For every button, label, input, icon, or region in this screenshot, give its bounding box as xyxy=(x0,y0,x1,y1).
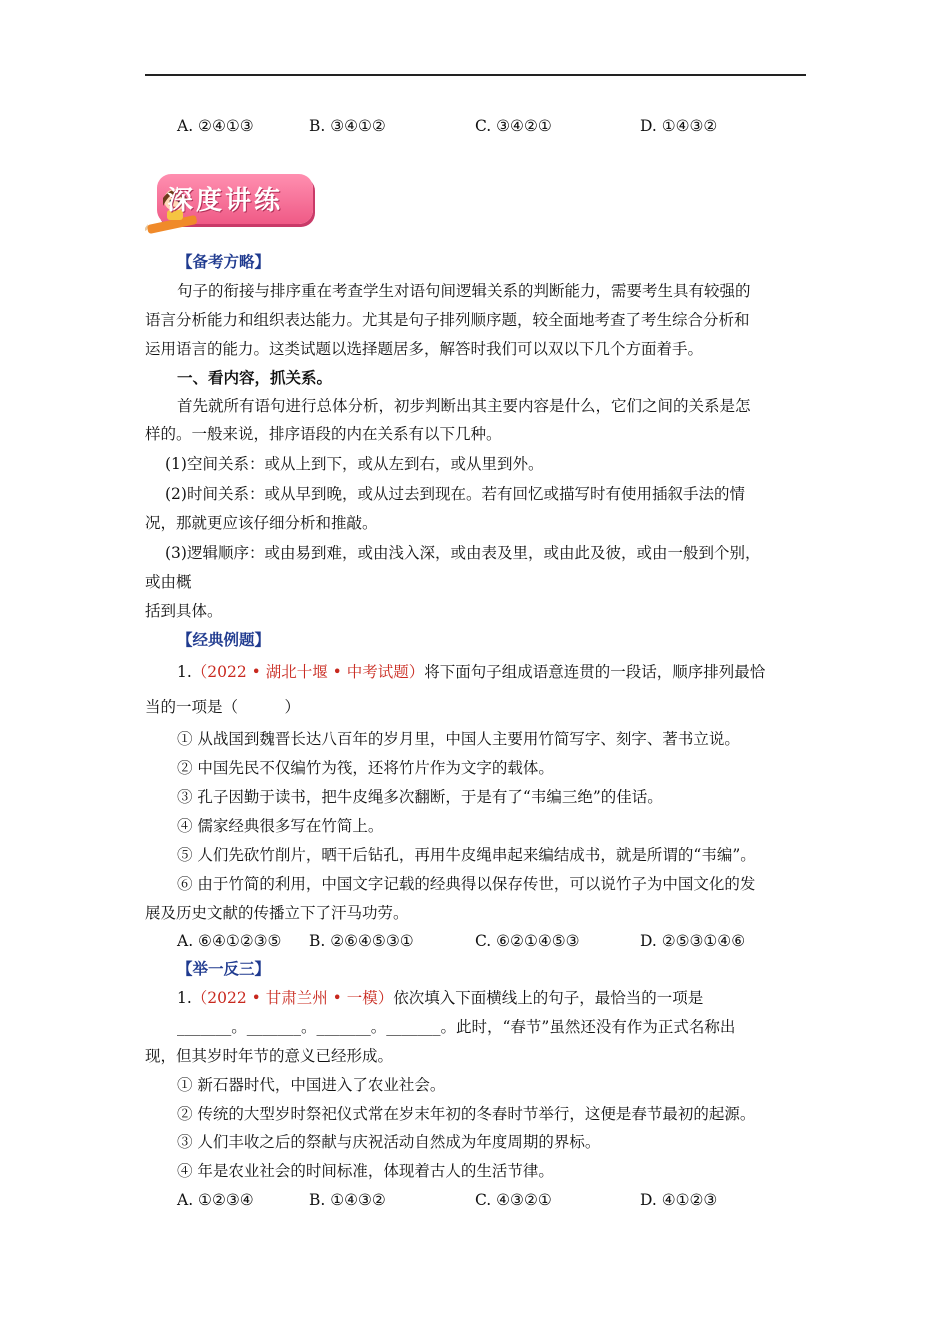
relation-line: (3)逻辑顺序：或由易到难，或由浅入深，或由表及里，或由此及彼，或由一般到个别， xyxy=(165,544,761,562)
practice-stem xyxy=(177,988,703,1008)
relation-line: 或由概 xyxy=(145,573,192,591)
strategy-intro-line: 语言分析能力和组织表达能力。尤其是句子排列顺序题，较全面地考查了考生综合分析和 xyxy=(145,311,750,329)
practice-stem-line3: 现，但其岁时年节的意义已经形成。 xyxy=(145,1047,394,1065)
section-banner xyxy=(145,170,315,238)
example-item: 展及历史文献的传播立下了汗马功劳。 xyxy=(145,904,409,922)
practice-stem-line2: _______。_______。_______。_______。此时，“春节”虽然还没有作为正式名称出 xyxy=(177,1018,736,1036)
prev-option-c: C. ③④②① xyxy=(475,117,552,135)
strategy-intro-line: 运用语言的能力。这类试题以选择题居多，解答时我们可以双以下几个方面着手。 xyxy=(145,340,704,358)
example-item: ② 中国先民不仅编竹为筏，还将竹片作为文字的载体。 xyxy=(177,759,554,777)
example-source: （2022 • 湖北十堰 • 中考试题） xyxy=(191,663,425,681)
relation-line: 况，那就更应该仔细分析和推敲。 xyxy=(145,514,378,532)
example-item: ① 从战国到魏晋长达八百年的岁月里，中国人主要用竹简写字、刻字、著书立说。 xyxy=(177,730,740,748)
example-item: ④ 儒家经典很多写在竹简上。 xyxy=(177,817,384,835)
point-body-line: 首先就所有语句进行总体分析，初步判断出其主要内容是什么，它们之间的关系是怎 xyxy=(177,397,751,415)
banner-title: 深度讲练 xyxy=(167,186,284,216)
practice-option-b: B. ①④③② xyxy=(309,1191,386,1209)
example-option-a: A. ⑥④①②③⑤ xyxy=(177,932,282,950)
practice-source: （2022 • 甘肃兰州 • 一模） xyxy=(191,989,394,1007)
practice-stem-text: 依次填入下面横线上的句子，最恰当的一项是 xyxy=(393,989,704,1007)
practice-option-d: D. ④①②③ xyxy=(640,1191,718,1209)
example-item: ⑤ 人们先砍竹削片，晒干后钻孔，再用牛皮绳串起来编结成书，就是所谓的“韦编”。 xyxy=(177,846,756,864)
relation-line: 括到具体。 xyxy=(145,602,223,620)
practice-heading: 【举一反三】 xyxy=(177,959,271,978)
relation-line: (1)空间关系：或从上到下，或从左到右，或从里到外。 xyxy=(165,455,544,473)
example-stem-text: 将下面句子组成语意连贯的一段话，顺序排列最恰 xyxy=(424,663,766,681)
practice-number: 1. xyxy=(177,989,192,1007)
point-body-line: 样的。一般来说，排序语段的内在关系有以下几种。 xyxy=(145,425,502,443)
example-item: ⑥ 由于竹简的利用，中国文字记载的经典得以保存传世，可以说竹子为中国文化的发 xyxy=(177,875,756,893)
practice-option-a: A. ①②③④ xyxy=(177,1191,254,1209)
strategy-intro-line: 句子的衔接与排序重在考查学生对语句间逻辑关系的判断能力，需要考生具有较强的 xyxy=(177,282,751,300)
example-heading: 【经典例题】 xyxy=(177,630,271,649)
point-title: 一、看内容，抓关系。 xyxy=(177,368,333,387)
example-option-c: C. ⑥②①④⑤③ xyxy=(475,932,580,950)
example-number: 1. xyxy=(177,663,192,681)
practice-item: ③ 人们丰收之后的祭献与庆祝活动自然成为年度周期的界标。 xyxy=(177,1133,601,1151)
practice-item: ② 传统的大型岁时祭祀仪式常在岁末年初的冬春时节举行，这便是春节最初的起源。 xyxy=(177,1105,756,1123)
example-stem xyxy=(177,662,765,682)
strategy-heading: 【备考方略】 xyxy=(177,252,271,271)
prev-option-b: B. ③④①② xyxy=(309,117,386,135)
header-rule xyxy=(145,74,806,76)
prev-option-d: D. ①④③② xyxy=(640,117,718,135)
prev-option-a: A. ②④①③ xyxy=(177,117,254,135)
practice-item: ① 新石器时代，中国进入了农业社会。 xyxy=(177,1076,446,1094)
practice-item: ④ 年是农业社会的时间标准，体现着古人的生活节律。 xyxy=(177,1162,554,1180)
example-option-b: B. ②⑥④⑤③① xyxy=(309,932,414,950)
example-item: ③ 孔子因勤于读书，把牛皮绳多次翻断，于是有了“韦编三绝”的佳话。 xyxy=(177,788,663,806)
relation-line: (2)时间关系：或从早到晚，或从过去到现在。若有回忆或描写时有使用插叙手法的情 xyxy=(165,485,745,503)
practice-option-c: C. ④③②① xyxy=(475,1191,552,1209)
example-stem-line2: 当的一项是（ ） xyxy=(145,698,301,716)
example-option-d: D. ②⑤③①④⑥ xyxy=(640,932,746,950)
